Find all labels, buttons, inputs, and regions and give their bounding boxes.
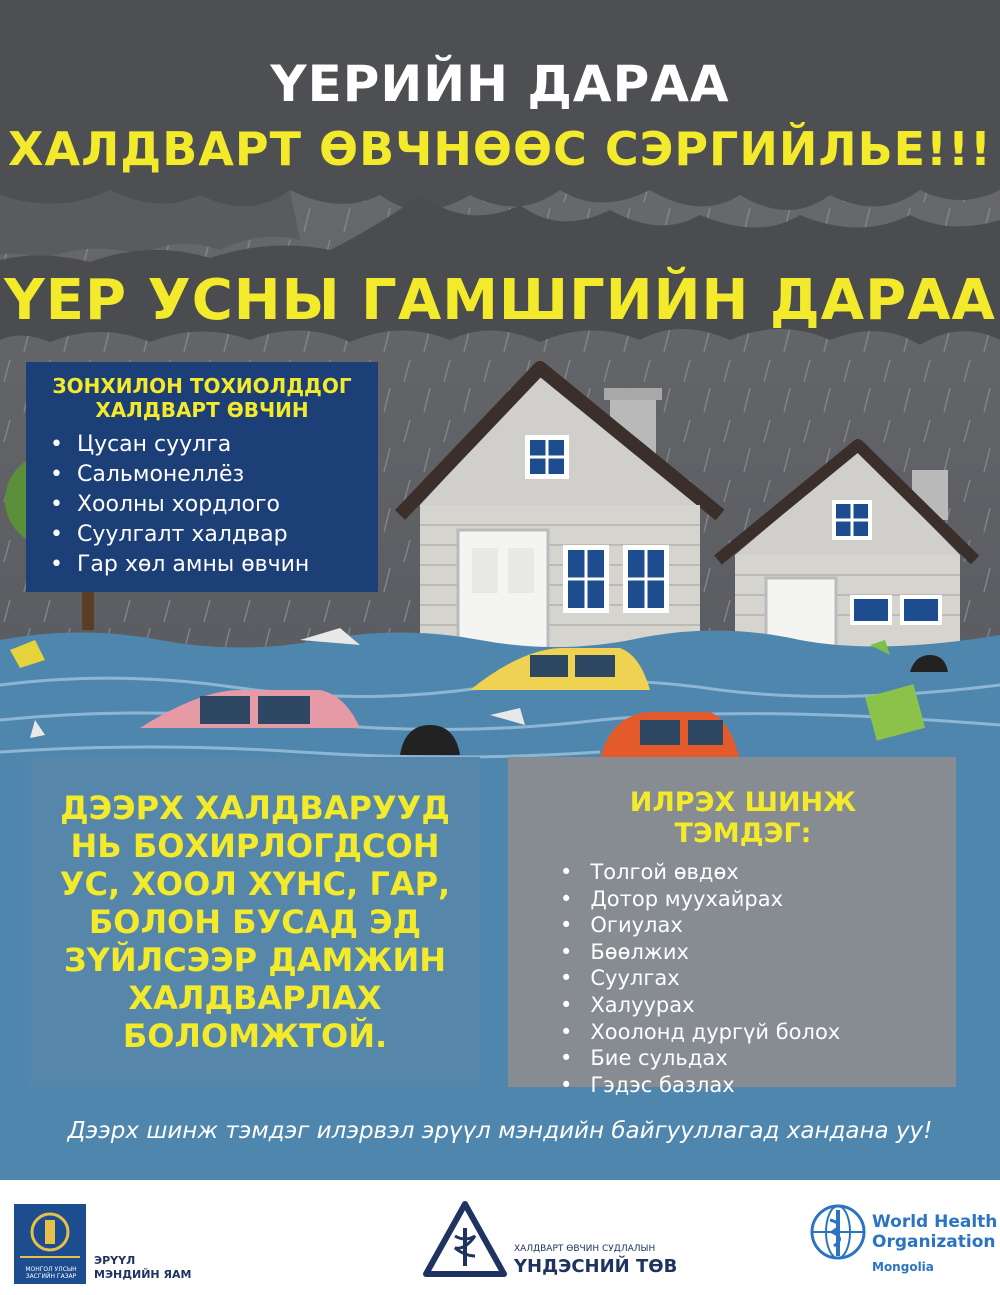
list-item: • Гэдэс базлах <box>560 1072 926 1099</box>
symptoms-heading: ИЛРЭХ ШИНЖ ТЭМДЭГ: <box>629 787 857 849</box>
who-line-1: World Health <box>872 1212 998 1232</box>
list-item: • Халуурах <box>560 992 926 1019</box>
title-line-2: ХАЛДВАРТ ӨВЧНӨӨС СЭРГИЙЛЬЕ!!! <box>8 122 992 176</box>
list-item: • Суулгах <box>560 965 926 992</box>
ncid-big-text: ҮНДЭСНИЙ ТӨВ <box>514 1256 678 1277</box>
symptoms-list <box>560 859 926 1098</box>
list-item: • Толгой өвдөх <box>560 859 926 886</box>
common-diseases-list <box>40 430 364 580</box>
list-item: • Суулгалт халдвар <box>50 520 364 550</box>
ministry-small-text: МОНГОЛ УЛСЫН ЗАСГИЙН ГАЗАР <box>25 1266 77 1280</box>
who-emblem-icon <box>808 1202 868 1262</box>
list-item: • Огиулах <box>560 912 926 939</box>
common-diseases-heading: ЗОНХИЛОН ТОХИОЛДДОГ ХАЛДВАРТ ӨВЧИН <box>52 374 352 422</box>
list-item: • Цусан суулга <box>50 430 364 460</box>
symptoms-panel <box>508 757 956 1097</box>
list-item: • Хоолны хордлого <box>50 490 364 520</box>
who-line-2: Organization <box>872 1232 996 1252</box>
subtitle: ҮЕР УСНЫ ГАМШГИЙН ДАРАА <box>4 268 996 333</box>
common-diseases-panel <box>26 362 378 592</box>
list-item: • Хоолонд дургүй болох <box>560 1019 926 1046</box>
transmission-text: ДЭЭРХ ХАЛДВАРУУД НЬ БОХИРЛОГДСОН УС, ХООЛ ХҮНС, ГАР, БОЛОН БУСАД ЭД ЗҮЙЛСЭЭР ДАМЖИН ХАЛДВАРЛАХ БОЛОМЖТОЙ. <box>59 789 451 1055</box>
list-item: • Бие сульдах <box>560 1045 926 1072</box>
ncid-small-text: ХАЛДВАРТ ӨВЧИН СУДЛАЛЫН <box>514 1244 656 1254</box>
list-item: • Сальмонеллёз <box>50 460 364 490</box>
ministry-name-line2: МЭНДИЙН ЯАМ <box>94 1268 192 1281</box>
title-line-1: ҮЕРИЙН ДАРАА <box>270 55 730 113</box>
transmission-panel <box>30 757 480 1087</box>
list-item: • Гар хөл амны өвчин <box>50 550 364 580</box>
notice-text: Дээрх шинж тэмдэг илэрвэл эрүүл мэндийн байгууллагад хандана уу! <box>67 1118 933 1144</box>
footer <box>0 1180 1000 1295</box>
ministry-name-line1: ЭРҮҮЛ <box>94 1254 136 1267</box>
ncid-triangle-logo-icon <box>422 1200 508 1280</box>
who-line-3: Mongolia <box>872 1260 934 1274</box>
list-item: • Бөөлжих <box>560 939 926 966</box>
list-item: • Дотор муухайрах <box>560 886 926 913</box>
